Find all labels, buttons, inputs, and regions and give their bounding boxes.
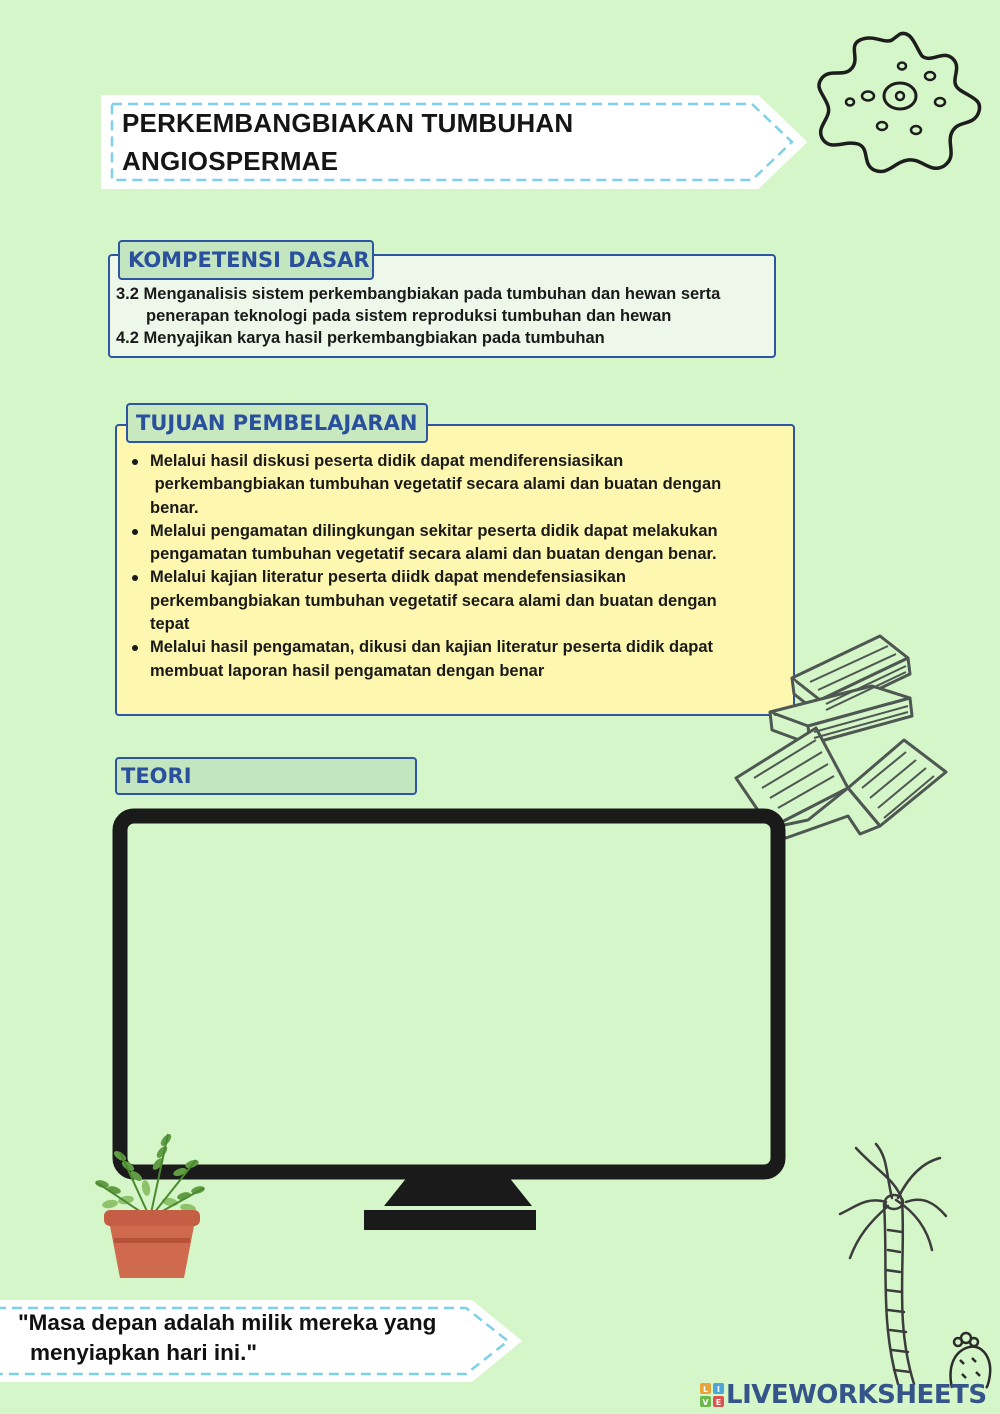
liveworksheets-text: LIVEWORKSHEETS [726,1380,987,1410]
list-item [128,520,788,567]
list-item-line: Melalui kajian literatur peserta diidk dapat mendefensiasikan [150,568,626,587]
page-title [122,104,722,180]
kompetensi-item-continuation: penerapan teknologi pada sistem reproduksi tumbuhan dan hewan [146,307,672,325]
tujuan-list [128,450,788,683]
list-item-line: tepat [150,615,190,634]
kompetensi-item: 4.2 Menyajikan karya hasil perkembangbiakan pada tumbuhan [116,329,605,347]
liveworksheets-watermark[interactable] [700,1378,987,1412]
list-item-line: Melalui pengamatan dilingkungan sekitar peserta didik dapat melakukan [150,521,718,540]
kompetensi-content [116,283,776,349]
logo-letter: I [717,1385,720,1394]
page-title-line1: PERKEMBANGBIAKAN TUMBUHAN [122,108,574,138]
potted-plant-icon [80,1126,220,1282]
list-item-line: membuat laporan hasil pengamatan dengan benar [150,661,545,680]
list-item-line: benar. [150,498,199,517]
tujuan-label: TUJUAN PEMBELAJARAN [126,403,428,443]
liveworksheets-logo-icon [700,1383,724,1407]
teori-label: TEORI [115,757,417,795]
list-item [128,636,788,683]
quote-text [18,1308,508,1368]
logo-letter: L [702,1385,709,1394]
logo-letter: E [715,1398,722,1407]
list-item [128,450,788,520]
list-item [128,566,788,636]
amoeba-icon [812,26,988,178]
logo-letter: V [702,1398,709,1407]
quote-line1: "Masa depan adalah milik mereka yang [18,1310,437,1335]
hydra-icon [836,1140,948,1386]
page-title-line2: ANGIOSPERMAE [122,146,339,176]
list-item-line: perkembangbiakan tumbuhan vegetatif secara alami dan buatan dengan [150,475,722,494]
kompetensi-item: 3.2 Menganalisis sistem perkembangbiakan pada tumbuhan dan hewan serta [116,285,721,303]
quote-line2: menyiapkan hari ini." [30,1340,257,1365]
list-item-line: Melalui hasil diskusi peserta didik dapat mendiferensiasikan [150,452,624,470]
list-item-line: Melalui hasil pengamatan, dikusi dan kajian literatur peserta didik dapat [150,638,713,657]
kompetensi-label: KOMPETENSI DASAR [118,240,374,280]
list-item-line: pengamatan tumbuhan vegetatif secara alami dan buatan dengan benar. [150,545,717,564]
list-item-line: perkembangbiakan tumbuhan vegetatif secara alami dan buatan dengan [150,591,717,610]
